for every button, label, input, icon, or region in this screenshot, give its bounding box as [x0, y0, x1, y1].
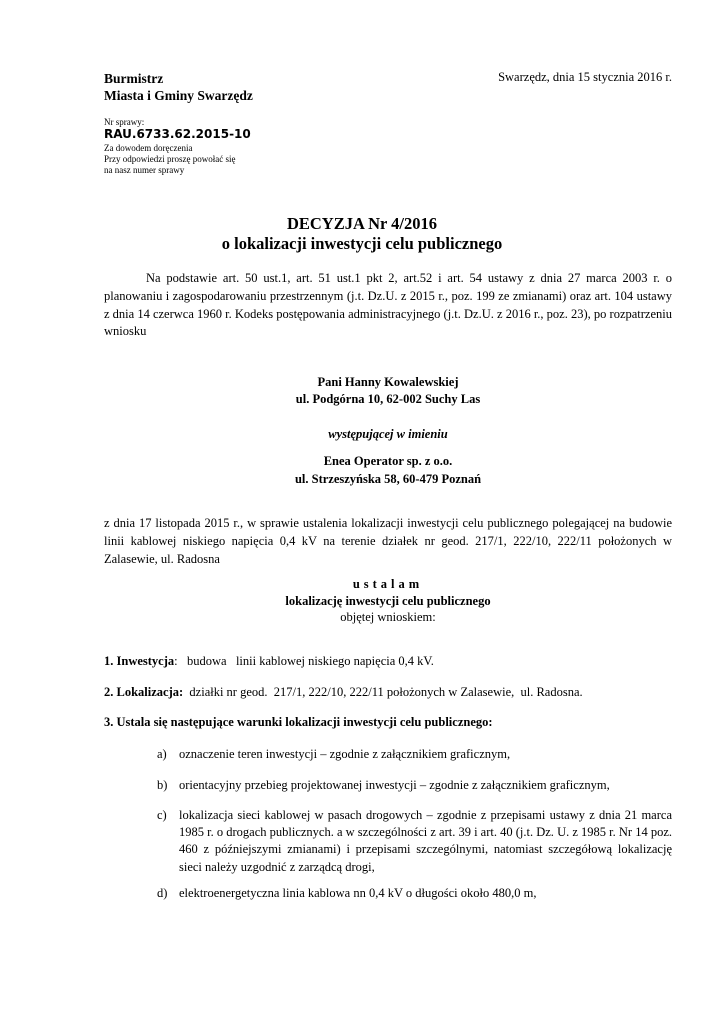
point-location-text: działki nr geod. 217/1, 222/10, 222/11 położonych w Zalasewie, ul. Radosna. [183, 685, 583, 699]
condition-letter: b) [157, 778, 168, 792]
company-block [0, 452, 724, 488]
company-address: ul. Strzeszyńska 58, 60-479 Poznań [294, 472, 482, 486]
delivery-note-line: na nasz numer sprawy [104, 165, 185, 175]
condition-item [157, 807, 672, 876]
place-date: Swarzędz, dnia 15 stycznia 2016 r. [498, 70, 672, 84]
legal-basis-text: Na podstawie art. 50 ust.1, art. 51 ust.1 pkt 2, art.52 i art. 54 ustawy z dnia 27 marca 2003 r. o planowaniu i zagospodarowaniu przestrzennym (j.t. Dz.U. z 2015 r., poz. 199 ze zmianami) oraz art. 104 ustawy z dnia 14 czerwca 1960 r. Kodeks postępowania administracyjnego (j.t. Dz.U. z 2016 r., poz. 23), po rozpatrzeniu wniosku [104, 271, 672, 339]
condition-item [157, 746, 672, 763]
authority-block [104, 70, 253, 104]
condition-letter: d) [157, 886, 168, 900]
applicant-block [0, 374, 724, 408]
condition-text: elektroenergetyczna linia kablowa nn 0,4 kV o długości około 480,0 m, [179, 886, 537, 900]
condition-text: orientacyjny przebieg projektowanej inwestycji – zgodnie z załącznikiem graficznym, [179, 778, 610, 792]
delivery-note [104, 143, 235, 176]
point-investment-label: 1. Inwestycja [104, 654, 175, 668]
condition-item [157, 885, 672, 902]
decide-word: ustalam [352, 577, 424, 591]
decision-title [0, 214, 724, 254]
decision-statement [0, 576, 724, 626]
case-number-label: Nr sprawy: [104, 117, 145, 127]
applicant-name: Pani Hanny Kowalewskiej [317, 375, 459, 389]
decision-subject-line: lokalizację inwestycji celu publicznego [285, 593, 491, 608]
decision-number: DECYZJA Nr 4/2016 [286, 214, 438, 233]
on-behalf-label: występującej w imieniu [328, 427, 448, 441]
legal-basis-paragraph [104, 270, 672, 341]
condition-text: lokalizacja sieci kablowej w pasach drogowych – zgodnie z przepisami ustawy z dnia 21 marca 1985 r. o drogach publicznych. a w szczególności z art. 39 i art. 40 (j.t. Dz. U. z 1985 r. Nr 14 poz. 460 z późniejszymi zmianami) i przepisami szczególnymi, natomiast szczegółową lokalizację sieci należy uzgodnić z zarządcą drogi, [179, 808, 672, 874]
point-investment [104, 654, 434, 669]
authority-municipality: Miasta i Gminy Swarzędz [104, 88, 253, 103]
point-location-label: 2. Lokalizacja: [104, 685, 184, 699]
point-conditions-heading: 3. Ustala się następujące warunki lokalizacji inwestycji celu publicznego: [104, 715, 493, 729]
point-investment-text: : budowa linii kablowej niskiego napięcia 0,4 kV. [174, 654, 434, 668]
applicant-address: ul. Podgórna 10, 62-002 Suchy Las [295, 392, 481, 406]
point-location [104, 685, 583, 700]
delivery-note-line: Za dowodem doręczenia [104, 143, 193, 153]
condition-letter: a) [157, 747, 167, 761]
case-number: RAU.6733.62.2015-10 [104, 127, 251, 141]
decision-subject: o lokalizacji inwestycji celu publicznego [221, 234, 503, 253]
condition-item [157, 777, 672, 794]
company-name: Enea Operator sp. z o.o. [323, 454, 453, 468]
authority-title: Burmistrz [104, 71, 164, 86]
delivery-note-line: Przy odpowiedzi proszę powołać się [104, 154, 236, 164]
decision-scope-line: objętej wnioskiem: [340, 610, 436, 624]
condition-text: oznaczenie teren inwestycji – zgodnie z załącznikiem graficznym, [179, 747, 511, 761]
condition-letter: c) [157, 808, 167, 822]
request-paragraph: z dnia 17 listopada 2015 r., w sprawie ustalenia lokalizacji inwestycji celu publicznego polegającej na budowie linii kablowej niskiego napięcia 0,4 kV na terenie działek nr geod. 217/1, 222/10, 222/11 położonych w Zalasewie, ul. Radosna [104, 516, 672, 566]
